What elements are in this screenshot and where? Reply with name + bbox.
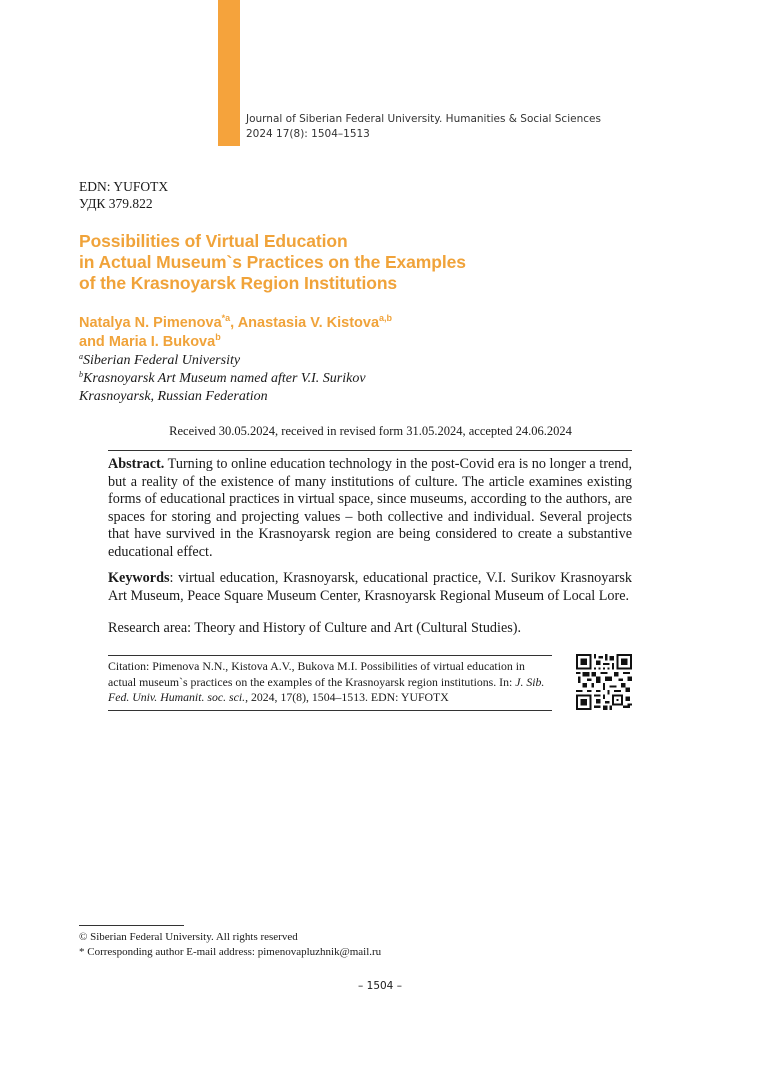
received-dates: Received 30.05.2024, received in revised form 31.05.2024, accepted 24.06.2024	[169, 424, 572, 438]
divider	[108, 450, 632, 451]
citation-text: Citation: Pimenova N.N., Kistova A.V., Bukova M.I. Possibilities of virtual education in actual museum`s practices on the examples of the Krasnoyarsk region institutions. In:	[108, 659, 525, 689]
affiliation-b: $^b$Krasnoyarsk Art Museum named after V.I. Surikov	[79, 370, 366, 386]
affiliation-a: $^a$Siberian Federal University	[79, 352, 241, 368]
header-accent-bar	[218, 0, 240, 146]
keywords-text: : virtual education, Krasnoyarsk, educational practice, V.I. Surikov Krasnoyarsk Art Museum, Peace Square Museum Center, Krasnoyarsk Regional Museum of Local Lore.	[108, 570, 632, 604]
divider	[108, 710, 552, 711]
abstract	[108, 456, 632, 562]
footnotes	[79, 930, 381, 960]
article-title	[79, 231, 466, 294]
divider	[108, 655, 552, 656]
keywords	[108, 570, 632, 605]
citation	[108, 659, 552, 706]
title-line: Possibilities of Virtual Education	[79, 231, 348, 251]
citation-journal: J. Sib. Fed. Univ. Humanit. soc. sci.	[108, 674, 545, 704]
author-name: Maria I. Bukova	[108, 334, 216, 350]
qr-code-icon[interactable]	[576, 654, 632, 710]
author-conjunction: and	[79, 334, 109, 350]
udk-code: УДК 379.822	[79, 196, 153, 211]
journal-header	[246, 112, 601, 142]
journal-title: Journal of Siberian Federal University. Humanities & Social Sciences	[246, 113, 601, 125]
affiliations	[79, 352, 366, 406]
author-affiliation-mark: b	[215, 332, 221, 342]
author-affiliation-mark: a,b	[379, 313, 393, 323]
keywords-label: Keywords	[108, 570, 170, 586]
abstract-label: Abstract.	[108, 456, 165, 472]
classification-codes	[79, 178, 168, 212]
title-line: in Actual Museum`s Practices on the Examples	[79, 252, 466, 272]
citation-tail: , 2024, 17(8), 1504–1513. EDN: YUFOTX	[245, 690, 449, 704]
page-number: – 1504 –	[358, 980, 402, 992]
edn-code: EDN: YUFOTX	[79, 179, 169, 194]
author-affiliation-mark: *a	[221, 313, 231, 323]
author-separator: ,	[230, 315, 238, 331]
abstract-text: Turning to online education technology in the post-Covid era is no longer a trend, but a reality of the existence of many institutions of culture. The article examines existing forms of educational practices in virtual space, since museums, according to the authors, are spaces for storing and projecting values – both collective and individual. Several projects that have survived in the Krasnoyarsk region are being considered to create a substantive educational effect.	[108, 456, 632, 560]
journal-volume: 2024 17(8): 1504–1513	[246, 128, 370, 140]
author-name: Anastasia V. Kistova	[237, 315, 380, 331]
affiliation-location: Krasnoyarsk, Russian Federation	[79, 389, 268, 404]
title-line: of the Krasnoyarsk Region Institutions	[79, 273, 398, 293]
author-name: Natalya N. Pimenova	[79, 315, 222, 331]
footnote-divider	[79, 925, 184, 926]
copyright-note: © Siberian Federal University. All rights reserved	[79, 931, 298, 943]
author-list	[79, 314, 392, 352]
corresponding-author-note: * Corresponding author E-mail address: pimenovapluzhnik@mail.ru	[79, 946, 382, 958]
research-area: Research area: Theory and History of Culture and Art (Cultural Studies).	[108, 620, 522, 636]
